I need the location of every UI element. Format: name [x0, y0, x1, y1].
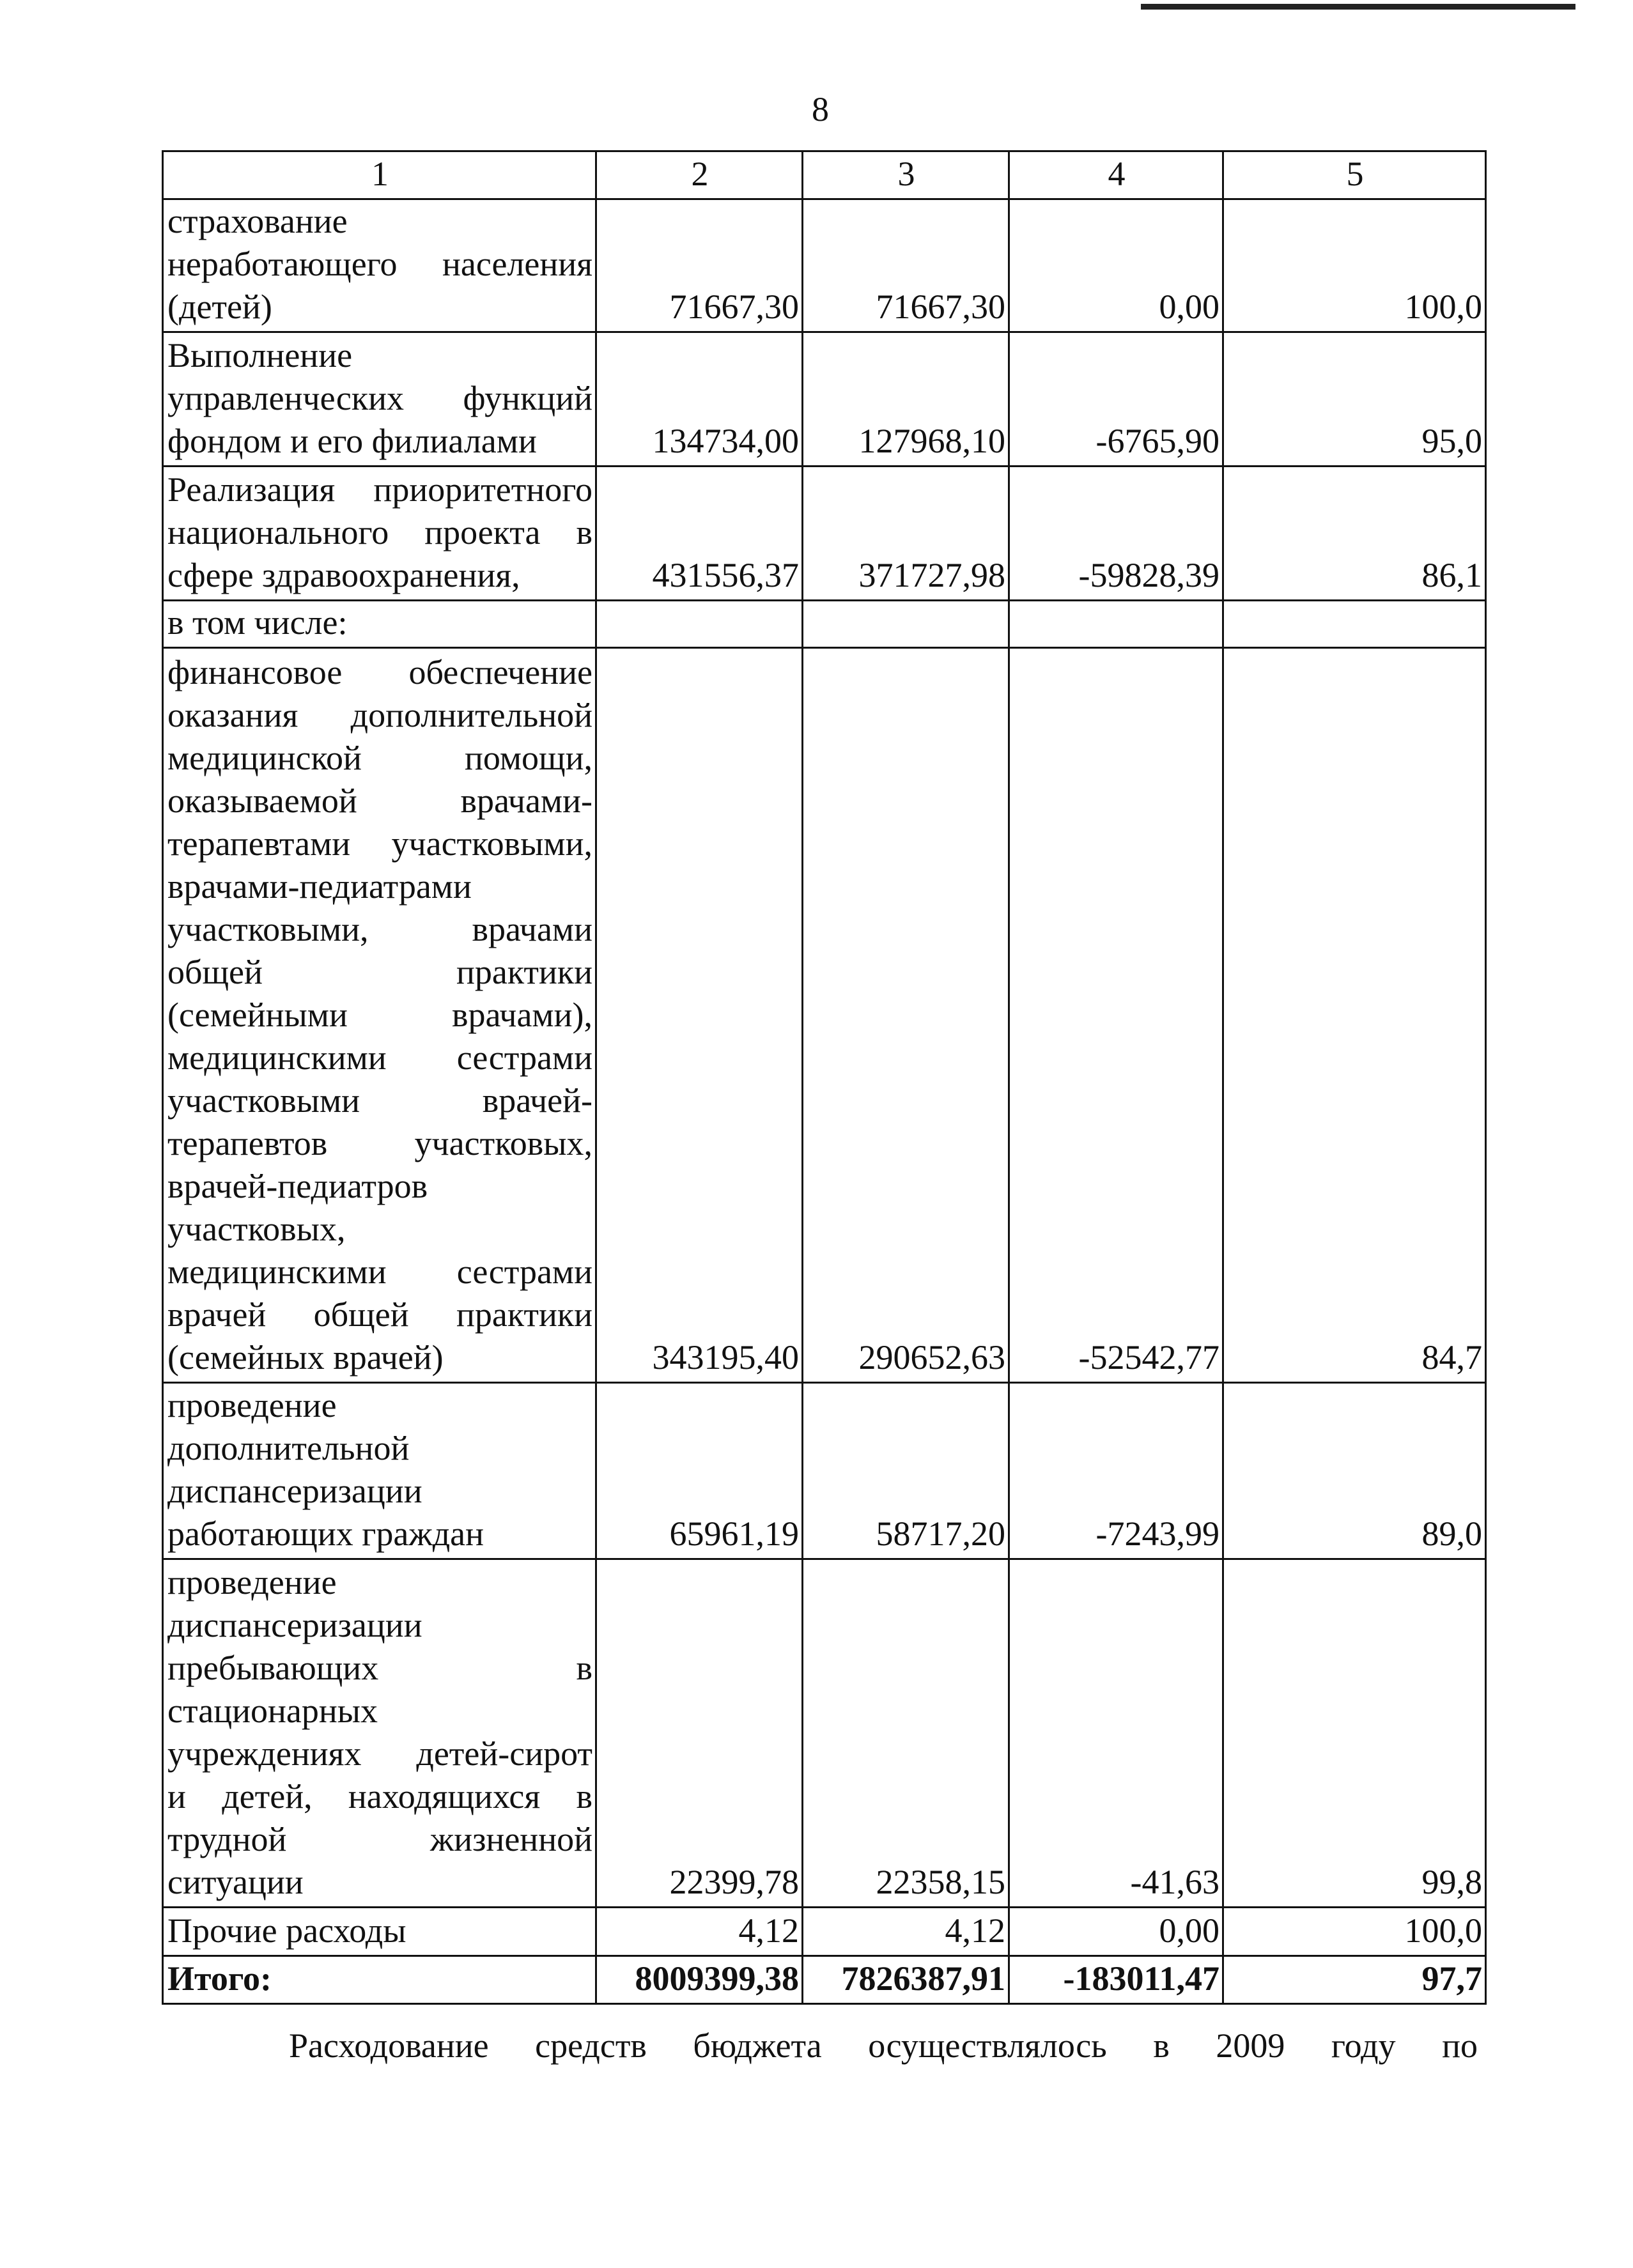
value-cell-c4: -59828,39 — [1009, 467, 1223, 601]
header-cell: 2 — [596, 151, 803, 199]
page-number: 8 — [812, 90, 829, 128]
label-line: управленческих функций — [167, 379, 592, 417]
label-line: врачей-педиатров — [167, 1167, 428, 1205]
value-cell-c3 — [803, 601, 1009, 648]
row-label — [163, 1559, 596, 1908]
label-line: общей практики — [167, 953, 592, 991]
total-value-c5: 97,7 — [1223, 1956, 1486, 2004]
label-line: диспансеризации — [167, 1472, 422, 1510]
label-line: медицинскими сестрами — [167, 1038, 592, 1077]
header-cell: 4 — [1009, 151, 1223, 199]
label-line: (семейных врачей) — [167, 1338, 444, 1377]
value-cell-c2: 134734,00 — [596, 332, 803, 467]
label-line: Прочие расходы — [167, 1911, 406, 1950]
label-line: в том числе: — [167, 603, 348, 642]
value-cell-c3: 290652,63 — [803, 648, 1009, 1383]
value-cell-c2: 65961,19 — [596, 1383, 803, 1559]
label-line: терапевтов участковых, — [167, 1124, 592, 1162]
label-line: учреждениях детей-сирот — [167, 1734, 592, 1773]
label-line: национального проекта в — [167, 513, 592, 552]
label-line: фондом и его филиалами — [167, 422, 537, 460]
label-line: диспансеризации — [167, 1606, 422, 1644]
label-line: участковыми, врачами — [167, 910, 592, 948]
value-cell-c3: 22358,15 — [803, 1559, 1009, 1908]
row-label — [163, 601, 596, 648]
value-cell-c5: 100,0 — [1223, 1908, 1486, 1956]
table-row — [163, 601, 1486, 648]
label-line: сфере здравоохранения, — [167, 556, 520, 594]
table-row — [163, 1908, 1486, 1956]
table-row — [163, 467, 1486, 601]
value-cell-c4: -6765,90 — [1009, 332, 1223, 467]
value-cell-c4: 0,00 — [1009, 199, 1223, 332]
header-cell: 3 — [803, 151, 1009, 199]
body-paragraph: Расходование средств бюджета осуществлялось в 2009 году по — [289, 2026, 1478, 2065]
table-row — [163, 648, 1486, 1383]
value-cell-c3: 71667,30 — [803, 199, 1009, 332]
label-line: оказываемой врачами- — [167, 782, 592, 820]
value-cell-c5: 95,0 — [1223, 332, 1486, 467]
value-cell-c2: 343195,40 — [596, 648, 803, 1383]
row-label — [163, 1908, 596, 1956]
row-label — [163, 332, 596, 467]
row-label — [163, 1383, 596, 1559]
value-cell-c3: 4,12 — [803, 1908, 1009, 1956]
value-cell-c2 — [596, 601, 803, 648]
row-label — [163, 199, 596, 332]
total-label: Итого: — [163, 1956, 596, 2004]
label-line: проведение — [167, 1563, 337, 1601]
label-line: пребывающих в — [167, 1649, 592, 1687]
value-cell-c2: 4,12 — [596, 1908, 803, 1956]
label-line: оказания дополнительной — [167, 696, 592, 734]
label-line: трудной жизненной — [167, 1820, 592, 1858]
value-cell-c4: -41,63 — [1009, 1559, 1223, 1908]
label-line: (детей) — [167, 288, 272, 326]
label-line: ситуации — [167, 1863, 304, 1901]
label-line: врачами-педиатрами — [167, 867, 472, 906]
value-cell-c2: 431556,37 — [596, 467, 803, 601]
table-row — [163, 199, 1486, 332]
value-cell-c2: 71667,30 — [596, 199, 803, 332]
value-cell-c3: 371727,98 — [803, 467, 1009, 601]
value-cell-c4 — [1009, 601, 1223, 648]
total-value-c3: 7826387,91 — [803, 1956, 1009, 2004]
table-row — [163, 1383, 1486, 1559]
value-cell-c5: 89,0 — [1223, 1383, 1486, 1559]
label-line: Выполнение — [167, 336, 353, 374]
table-header-row — [163, 151, 1486, 199]
table-row — [163, 332, 1486, 467]
label-line: медицинской помощи, — [167, 739, 592, 777]
total-value-c4: -183011,47 — [1009, 1956, 1223, 2004]
label-line: стационарных — [167, 1692, 378, 1730]
label-line: терапевтами участковыми, — [167, 824, 592, 863]
value-cell-c3: 127968,10 — [803, 332, 1009, 467]
value-cell-c5: 86,1 — [1223, 467, 1486, 601]
label-line: участковыми врачей- — [167, 1081, 592, 1120]
value-cell-c4: -7243,99 — [1009, 1383, 1223, 1559]
value-cell-c5 — [1223, 601, 1486, 648]
value-cell-c5: 84,7 — [1223, 648, 1486, 1383]
value-cell-c2: 22399,78 — [596, 1559, 803, 1908]
value-cell-c5: 100,0 — [1223, 199, 1486, 332]
value-cell-c3: 58717,20 — [803, 1383, 1009, 1559]
label-line: (семейными врачами), — [167, 996, 592, 1034]
value-cell-c4: -52542,77 — [1009, 648, 1223, 1383]
label-line: участковых, — [167, 1210, 346, 1248]
label-line: врачей общей практики — [167, 1295, 592, 1334]
scan-edge-line — [1141, 4, 1575, 10]
header-cell: 5 — [1223, 151, 1486, 199]
label-line: и детей, находящихся в — [167, 1777, 592, 1816]
budget-table — [162, 150, 1487, 2005]
label-line: финансовое обеспечение — [167, 653, 592, 691]
value-cell-c4: 0,00 — [1009, 1908, 1223, 1956]
label-line: страхование — [167, 202, 348, 240]
total-value-c2: 8009399,38 — [596, 1956, 803, 2004]
row-label — [163, 648, 596, 1383]
label-line: дополнительной — [167, 1429, 410, 1467]
table-row — [163, 1559, 1486, 1908]
label-line: работающих граждан — [167, 1515, 484, 1553]
label-line: медицинскими сестрами — [167, 1253, 592, 1291]
total-row — [163, 1956, 1486, 2004]
row-label — [163, 467, 596, 601]
label-line: неработающего населения — [167, 245, 592, 283]
label-line: Реализация приоритетного — [167, 470, 592, 509]
header-cell: 1 — [163, 151, 596, 199]
value-cell-c5: 99,8 — [1223, 1559, 1486, 1908]
label-line: проведение — [167, 1386, 337, 1424]
